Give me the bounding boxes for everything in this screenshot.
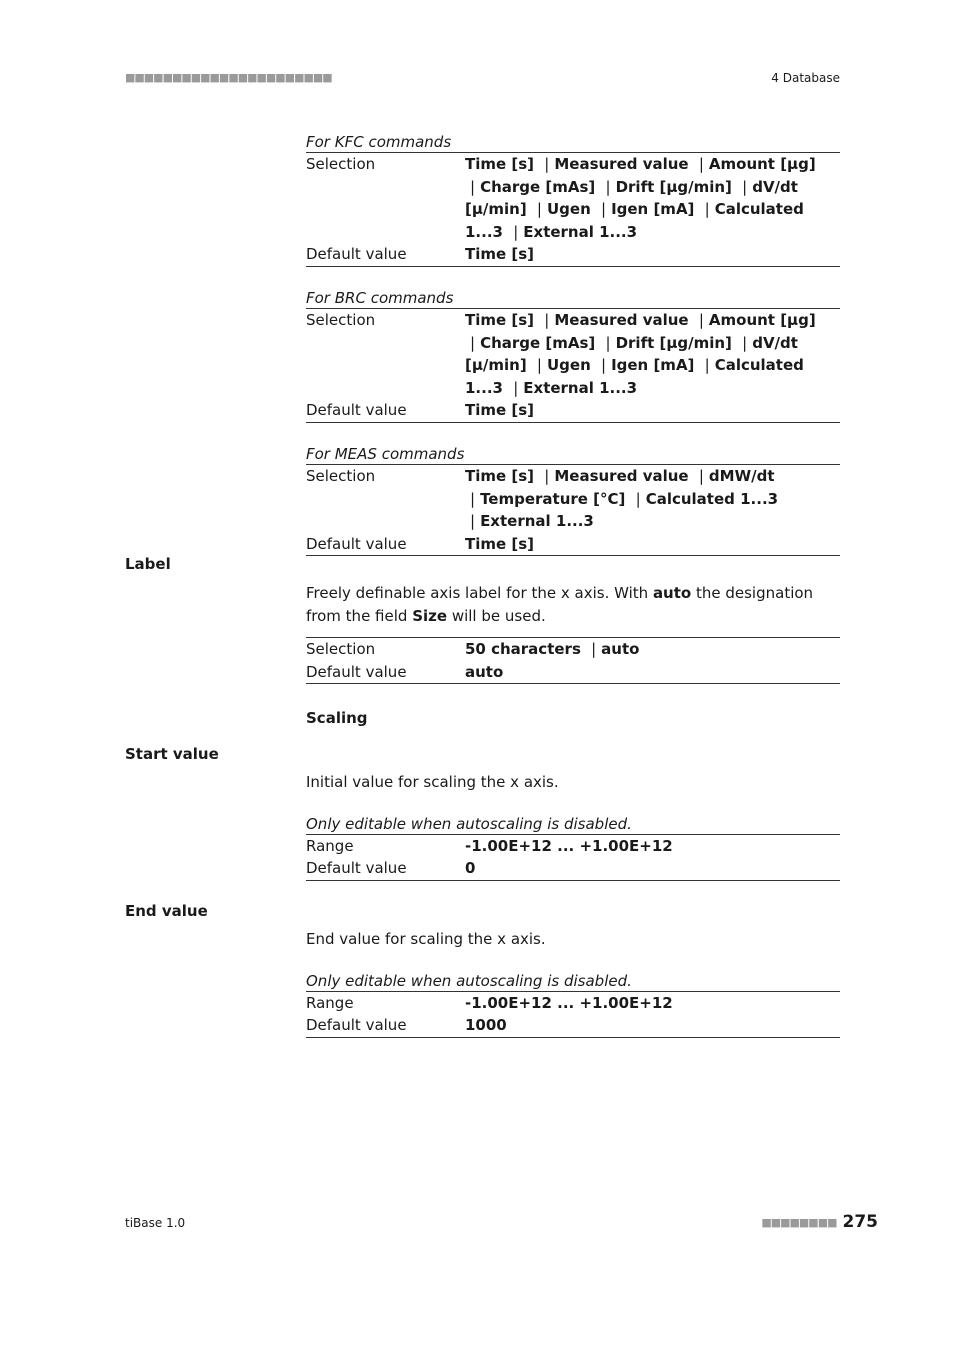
- start-default-value: 0: [465, 859, 476, 877]
- option-separator: |: [698, 467, 704, 485]
- start-range-label: Range: [306, 836, 354, 855]
- option-value: Time [s]: [465, 467, 535, 485]
- option-separator: |: [635, 489, 641, 508]
- meas-selection-label: Selection: [306, 467, 376, 485]
- label-default-row: [306, 661, 840, 684]
- option-value: Amount [µg]: [708, 311, 816, 329]
- option-value: Calculated 1...3: [465, 200, 804, 241]
- option-value: Amount [µg]: [708, 155, 816, 173]
- option-separator: |: [698, 155, 704, 173]
- kfc-default-value: Time [s]: [465, 245, 535, 263]
- option-separator: |: [605, 333, 611, 352]
- option-separator: |: [513, 378, 519, 397]
- meas-param-table: [306, 464, 840, 556]
- label-default-value: auto: [465, 662, 504, 681]
- brc-param-table: [306, 308, 840, 423]
- meas-default-row: [306, 533, 840, 556]
- option-value: Measured value: [554, 155, 689, 173]
- option-value: Measured value: [554, 467, 689, 485]
- option-value: Drift [µg/min]: [615, 177, 732, 196]
- brc-selection-label: Selection: [306, 311, 376, 329]
- kfc-default-label: Default value: [306, 245, 407, 263]
- option-value: Igen [mA]: [611, 356, 695, 374]
- end-range-value: -1.00E+12 ... +1.00E+12: [465, 993, 673, 1012]
- label-heading: Label: [125, 555, 171, 573]
- page-number: 275: [842, 1212, 878, 1232]
- start-value-description: Initial value for scaling the x axis.: [306, 773, 559, 791]
- end-value-heading: End value: [125, 902, 208, 920]
- label-default-label: Default value: [306, 662, 407, 681]
- label-selection-values: [465, 638, 840, 661]
- option-separator: |: [698, 311, 704, 329]
- option-value: Temperature [°C]: [480, 489, 626, 508]
- end-value-caption: Only editable when autoscaling is disabled.: [306, 971, 632, 990]
- label-desc-auto: auto: [652, 584, 692, 602]
- option-separator: |: [536, 200, 542, 218]
- label-desc-part: Freely definable axis label for the x axis. With: [306, 584, 653, 602]
- option-separator: |: [470, 489, 476, 508]
- meas-caption: For MEAS commands: [306, 445, 465, 463]
- label-param-table: [306, 637, 840, 684]
- brc-caption: For BRC commands: [306, 289, 454, 307]
- option-value: Charge [mAs]: [480, 177, 596, 196]
- option-separator: |: [601, 200, 607, 218]
- option-value: External 1...3: [523, 222, 638, 241]
- start-value-param-table: [306, 834, 840, 881]
- chapter-title: 4 Database: [771, 71, 840, 85]
- option-value: Igen [mA]: [611, 200, 695, 218]
- option-value: dV/dt [µ/min]: [465, 177, 798, 218]
- label-desc-size: Size: [412, 606, 448, 625]
- header-decoration: ■■■■■■■■■■■■■■■■■■■■■■: [125, 71, 332, 84]
- kfc-param-table: [306, 152, 840, 267]
- start-range-value: -1.00E+12 ... +1.00E+12: [465, 836, 673, 855]
- product-name: tiBase 1.0: [125, 1216, 186, 1230]
- option-value: Charge [mAs]: [480, 333, 596, 352]
- option-value: Calculated 1...3: [645, 489, 779, 508]
- kfc-selection-row: [306, 153, 840, 243]
- brc-default-row: [306, 399, 840, 422]
- option-value: dV/dt [µ/min]: [465, 333, 798, 374]
- meas-selection-values: [465, 465, 840, 533]
- meas-selection-row: [306, 465, 840, 533]
- option-separator: |: [742, 333, 748, 352]
- footer-decoration: ■■■■■■■■: [761, 1215, 837, 1229]
- kfc-selection-label: Selection: [306, 155, 376, 173]
- label-desc-part: the designation from the field: [306, 584, 814, 625]
- option-separator: |: [704, 356, 710, 374]
- start-value-heading: Start value: [125, 745, 219, 763]
- end-default-row: [306, 1014, 840, 1037]
- option-separator: |: [544, 467, 550, 485]
- option-value: dMW/dt: [708, 467, 775, 485]
- kfc-selection-values: [465, 153, 840, 243]
- option-separator: |: [605, 177, 611, 196]
- option-separator: |: [544, 311, 550, 329]
- kfc-caption: For KFC commands: [306, 133, 452, 151]
- label-desc-part: will be used.: [447, 606, 546, 625]
- label-description: [306, 582, 840, 627]
- start-range-row: [306, 835, 840, 858]
- option-value: auto: [601, 640, 640, 658]
- option-separator: |: [704, 200, 710, 218]
- label-selection-label: Selection: [306, 640, 376, 658]
- end-default-value: 1000: [465, 1016, 507, 1034]
- option-value: Time [s]: [465, 311, 535, 329]
- brc-block: [306, 288, 840, 423]
- option-value: External 1...3: [523, 378, 638, 397]
- option-value: Ugen: [546, 200, 591, 218]
- brc-default-label: Default value: [306, 401, 407, 419]
- start-default-row: [306, 857, 840, 880]
- option-value: External 1...3: [480, 512, 594, 530]
- label-selection-row: [306, 638, 840, 661]
- brc-selection-values: [465, 309, 840, 399]
- kfc-default-row: [306, 243, 840, 266]
- end-value-block: [306, 928, 840, 1038]
- option-separator: |: [601, 356, 607, 374]
- meas-default-value: Time [s]: [465, 534, 535, 553]
- option-separator: |: [544, 155, 550, 173]
- end-range-row: [306, 992, 840, 1015]
- option-value: 50 characters: [465, 640, 581, 658]
- end-range-label: Range: [306, 993, 354, 1012]
- option-separator: |: [470, 512, 476, 530]
- option-separator: |: [536, 356, 542, 374]
- meas-default-label: Default value: [306, 534, 407, 553]
- option-value: Time [s]: [465, 155, 535, 173]
- option-separator: |: [591, 640, 597, 658]
- option-separator: |: [470, 177, 476, 196]
- option-value: Calculated 1...3: [465, 356, 804, 397]
- option-value: Drift [µg/min]: [615, 333, 732, 352]
- option-separator: |: [470, 333, 476, 352]
- option-separator: |: [742, 177, 748, 196]
- start-value-block: [306, 771, 840, 881]
- end-value-param-table: [306, 991, 840, 1038]
- end-default-label: Default value: [306, 1016, 407, 1034]
- meas-block: [306, 444, 840, 556]
- option-separator: |: [513, 222, 519, 241]
- option-value: Ugen: [546, 356, 591, 374]
- start-default-label: Default value: [306, 859, 407, 877]
- brc-default-value: Time [s]: [465, 401, 535, 419]
- end-value-description: End value for scaling the x axis.: [306, 930, 546, 948]
- kfc-block: [306, 132, 840, 267]
- option-value: Measured value: [554, 311, 689, 329]
- scaling-heading: Scaling: [306, 709, 368, 727]
- start-value-caption: Only editable when autoscaling is disabled.: [306, 814, 632, 833]
- page-footer: [761, 1212, 878, 1232]
- brc-selection-row: [306, 309, 840, 399]
- label-block: [306, 582, 840, 684]
